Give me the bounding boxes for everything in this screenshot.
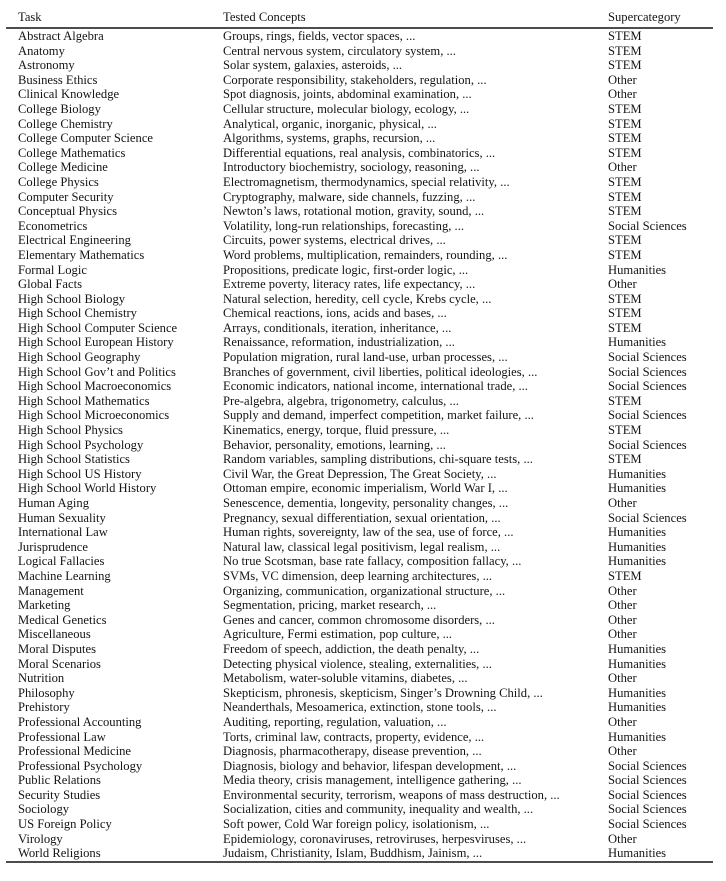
supercategory-cell: Humanities (608, 262, 667, 277)
task-cell: Anatomy (18, 43, 65, 58)
table-row (6, 788, 713, 803)
task-cell: Logical Fallacies (18, 554, 105, 569)
concepts-cell: Senescence, dementia, longevity, personality changes, ... (223, 496, 509, 510)
task-cell: Astronomy (18, 58, 75, 73)
task-cell: College Medicine (18, 160, 108, 175)
task-cell: Medical Genetics (18, 612, 107, 627)
supercategory-cell: STEM (608, 145, 642, 160)
table-row (6, 569, 713, 584)
concepts-cell: Media theory, crisis management, intelligence gathering, ... (223, 773, 522, 788)
table-row (6, 204, 713, 219)
supercategory-cell: STEM (608, 233, 642, 248)
supercategory-cell: Social Sciences (608, 787, 687, 802)
task-cell: Jurisprudence (18, 539, 88, 554)
supercategory-cell: Other (608, 744, 637, 759)
concepts-cell: No true Scotsman, base rate fallacy, composition fallacy, ... (223, 554, 522, 569)
concepts-cell: Volatility, long-run relationships, forecasting, ... (223, 218, 464, 233)
task-cell: Moral Disputes (18, 641, 97, 656)
supercategory-cell: Social Sciences (608, 408, 687, 423)
supercategory-cell: STEM (608, 568, 642, 583)
concepts-cell: Supply and demand, imperfect competition, market failure, ... (223, 408, 534, 423)
table-row (6, 335, 713, 350)
supercategory-cell: Humanities (608, 481, 667, 496)
supercategory-cell: Social Sciences (608, 817, 687, 832)
concepts-cell: Natural law, classical legal positivism, legal realism, ... (223, 539, 501, 554)
task-cell: Clinical Knowledge (18, 87, 120, 102)
task-cell: Conceptual Physics (18, 204, 117, 219)
table-row (6, 525, 713, 540)
task-cell: High School Chemistry (18, 306, 137, 321)
concepts-cell: Diagnosis, pharmacotherapy, disease prevention, ... (223, 744, 482, 759)
task-cell: Machine Learning (18, 568, 111, 583)
task-cell: High School Mathematics (18, 393, 150, 408)
task-cell: Philosophy (18, 685, 75, 700)
tasks-table (6, 8, 713, 863)
supercategory-cell: Other (608, 714, 637, 729)
supercategory-cell: Other (608, 87, 637, 102)
concepts-cell: Renaissance, reformation, industrialization, ... (223, 335, 455, 350)
concepts-cell: Pre-algebra, algebra, trigonometry, calculus, ... (223, 393, 459, 408)
task-cell: College Mathematics (18, 145, 126, 160)
concepts-cell: Differential equations, real analysis, combinatorics, ... (223, 145, 496, 160)
concepts-cell: Human rights, sovereignty, law of the sea, use of force, ... (223, 525, 514, 540)
table-row (6, 146, 713, 161)
task-cell: Elementary Mathematics (18, 247, 145, 262)
supercategory-cell: Humanities (608, 335, 667, 350)
concepts-cell: Population migration, rural land-use, urban processes, ... (223, 350, 508, 365)
concepts-cell: Cellular structure, molecular biology, ecology, ... (223, 101, 470, 116)
supercategory-cell: STEM (608, 29, 642, 43)
concepts-cell: Chemical reactions, ions, acids and bases, ... (223, 306, 447, 321)
table-row (6, 744, 713, 759)
task-cell: Computer Security (18, 189, 114, 204)
supercategory-cell: Social Sciences (608, 350, 687, 365)
task-cell: Formal Logic (18, 262, 87, 277)
task-cell: College Computer Science (18, 131, 153, 146)
table-row (6, 131, 713, 146)
supercategory-cell: Humanities (608, 700, 667, 715)
supercategory-cell: STEM (608, 423, 642, 438)
concepts-cell: Metabolism, water-soluble vitamins, diabetes, ... (223, 671, 468, 686)
supercategory-cell: STEM (608, 393, 642, 408)
concepts-cell: Propositions, predicate logic, first-order logic, ... (223, 262, 469, 277)
table-row (6, 730, 713, 745)
task-cell: Professional Law (18, 729, 106, 744)
supercategory-cell: Social Sciences (608, 364, 687, 379)
table-row (6, 263, 713, 278)
table-row (6, 292, 713, 307)
supercategory-cell: Humanities (608, 656, 667, 671)
table-row (6, 598, 713, 613)
task-cell: Professional Medicine (18, 744, 131, 759)
supercategory-cell: Social Sciences (608, 218, 687, 233)
table-row (6, 28, 713, 44)
concepts-cell: Torts, criminal law, contracts, property, evidence, ... (223, 729, 485, 744)
supercategory-cell: Humanities (608, 846, 667, 861)
concepts-cell: Socialization, cities and community, inequality and wealth, ... (223, 802, 534, 817)
task-cell: High School Microeconomics (18, 408, 170, 423)
table-row (6, 700, 713, 715)
table-row (6, 642, 713, 657)
table-row (6, 759, 713, 774)
supercategory-cell: STEM (608, 174, 642, 189)
supercategory-cell: STEM (608, 320, 642, 335)
concepts-cell: Judaism, Christianity, Islam, Buddhism, Jainism, ... (223, 846, 483, 861)
table-row (6, 73, 713, 88)
task-cell: High School Physics (18, 423, 123, 438)
supercategory-cell: Humanities (608, 729, 667, 744)
supercategory-cell: STEM (608, 306, 642, 321)
column-header-supercategory: Supercategory (608, 10, 681, 24)
concepts-cell: Pregnancy, sexual differentiation, sexual orientation, ... (223, 510, 501, 525)
table-row (6, 452, 713, 467)
concepts-cell: Kinematics, energy, torque, fluid pressure, ... (223, 423, 450, 438)
supercategory-cell: Humanities (608, 641, 667, 656)
concepts-cell: Civil War, the Great Depression, The Great Society, ... (223, 466, 497, 481)
supercategory-cell: Humanities (608, 525, 667, 540)
task-cell: Business Ethics (18, 72, 98, 87)
concepts-cell: Agriculture, Fermi estimation, pop culture, ... (223, 627, 453, 642)
table-row (6, 438, 713, 453)
concepts-cell: Diagnosis, biology and behavior, lifespan development, ... (223, 758, 517, 773)
task-cell: High School US History (18, 466, 142, 481)
concepts-cell: Environmental security, terrorism, weapons of mass destruction, ... (223, 787, 560, 802)
table-row (6, 802, 713, 817)
concepts-cell: Ottoman empire, economic imperialism, World War I, ... (223, 481, 508, 496)
table-row (6, 306, 713, 321)
concepts-cell: Behavior, personality, emotions, learning, ... (223, 437, 446, 452)
concepts-cell: Circuits, power systems, electrical drives, ... (223, 233, 446, 248)
supercategory-cell: STEM (608, 58, 642, 73)
table-header (6, 8, 713, 28)
table-body (6, 28, 713, 862)
task-cell: Public Relations (18, 773, 101, 788)
task-cell: Virology (18, 831, 63, 846)
header-row (6, 8, 713, 28)
task-cell: High School Geography (18, 350, 141, 365)
supercategory-cell: Social Sciences (608, 758, 687, 773)
table-row (6, 248, 713, 263)
concepts-cell: Organizing, communication, organizational structure, ... (223, 583, 506, 598)
concepts-cell: Analytical, organic, inorganic, physical, ... (223, 116, 437, 131)
supercategory-cell: STEM (608, 452, 642, 467)
table-row (6, 554, 713, 569)
table-row (6, 233, 713, 248)
concepts-cell: Segmentation, pricing, market research, ... (223, 598, 437, 613)
task-cell: Prehistory (18, 700, 70, 715)
task-cell: World Religions (18, 846, 101, 861)
task-cell: Marketing (18, 598, 71, 613)
concepts-cell: Word problems, multiplication, remainders, rounding, ... (223, 247, 508, 262)
table-row (6, 190, 713, 205)
supercategory-cell: Humanities (608, 466, 667, 481)
concepts-cell: Epidemiology, coronaviruses, retroviruses, herpesviruses, ... (223, 831, 527, 846)
table-row (6, 846, 713, 862)
supercategory-cell: Social Sciences (608, 437, 687, 452)
concepts-cell: Spot diagnosis, joints, abdominal examination, ... (223, 87, 472, 102)
task-cell: Abstract Algebra (18, 29, 104, 43)
table-row (6, 408, 713, 423)
supercategory-cell: Other (608, 496, 637, 510)
supercategory-cell: Other (608, 277, 637, 292)
task-cell: Sociology (18, 802, 70, 817)
column-header-concepts: Tested Concepts (223, 10, 306, 24)
supercategory-cell: Humanities (608, 554, 667, 569)
table-row (6, 613, 713, 628)
table-row (6, 715, 713, 730)
concepts-cell: Arrays, conditionals, iteration, inheritance, ... (223, 320, 452, 335)
concepts-cell: Cryptography, malware, side channels, fuzzing, ... (223, 189, 476, 204)
table-row (6, 540, 713, 555)
table-row (6, 817, 713, 832)
task-cell: Management (18, 583, 84, 598)
concepts-cell: Extreme poverty, literacy rates, life expectancy, ... (223, 277, 476, 292)
table-row (6, 321, 713, 336)
supercategory-cell: STEM (608, 291, 642, 306)
table-row (6, 671, 713, 686)
supercategory-cell: Humanities (608, 685, 667, 700)
task-cell: Professional Accounting (18, 714, 142, 729)
task-cell: International Law (18, 525, 108, 540)
task-cell: Professional Psychology (18, 758, 143, 773)
concepts-cell: Detecting physical violence, stealing, externalities, ... (223, 656, 492, 671)
concepts-cell: Natural selection, heredity, cell cycle, Krebs cycle, ... (223, 291, 492, 306)
table-row (6, 496, 713, 511)
task-cell: College Chemistry (18, 116, 113, 131)
task-cell: College Physics (18, 174, 99, 189)
concepts-cell: Soft power, Cold War foreign policy, isolationism, ... (223, 817, 490, 832)
table-row (6, 481, 713, 496)
task-cell: High School European History (18, 335, 174, 350)
supercategory-cell: Social Sciences (608, 802, 687, 817)
task-cell: Electrical Engineering (18, 233, 131, 248)
supercategory-cell: Other (608, 160, 637, 175)
table-row (6, 511, 713, 526)
table-row (6, 365, 713, 380)
table-row (6, 117, 713, 132)
concepts-cell: Central nervous system, circulatory system, ... (223, 43, 456, 58)
table-row (6, 379, 713, 394)
concepts-cell: Newton’s laws, rotational motion, gravity, sound, ... (223, 204, 485, 219)
supercategory-cell: Other (608, 627, 637, 642)
concepts-cell: Introductory biochemistry, sociology, reasoning, ... (223, 160, 480, 175)
table-row (6, 175, 713, 190)
supercategory-cell: Other (608, 598, 637, 613)
task-cell: High School Gov’t and Politics (18, 364, 176, 379)
concepts-cell: Algorithms, systems, graphs, recursion, ... (223, 131, 436, 146)
concepts-cell: Groups, rings, fields, vector spaces, ... (223, 29, 416, 43)
task-cell: High School Psychology (18, 437, 144, 452)
concepts-cell: Auditing, reporting, regulation, valuation, ... (223, 714, 447, 729)
task-cell: US Foreign Policy (18, 817, 112, 832)
concepts-cell: Neanderthals, Mesoamerica, extinction, stone tools, ... (223, 700, 497, 715)
table-row (6, 219, 713, 234)
table-row (6, 832, 713, 847)
supercategory-cell: STEM (608, 116, 642, 131)
task-cell: Miscellaneous (18, 627, 91, 642)
task-cell: Global Facts (18, 277, 83, 292)
supercategory-cell: STEM (608, 189, 642, 204)
table-row (6, 87, 713, 102)
supercategory-cell: STEM (608, 204, 642, 219)
concepts-cell: Random variables, sampling distributions, chi-square tests, ... (223, 452, 533, 467)
table-row (6, 467, 713, 482)
supercategory-cell: Other (608, 671, 637, 686)
supercategory-cell: Humanities (608, 539, 667, 554)
task-cell: High School World History (18, 481, 157, 496)
supercategory-cell: Social Sciences (608, 379, 687, 394)
task-cell: Human Sexuality (18, 510, 106, 525)
supercategory-cell: STEM (608, 131, 642, 146)
column-header-task: Task (18, 10, 42, 24)
concepts-cell: Economic indicators, national income, international trade, ... (223, 379, 528, 394)
table-row (6, 657, 713, 672)
table-row (6, 423, 713, 438)
concepts-cell: SVMs, VC dimension, deep learning architectures, ... (223, 568, 493, 583)
concepts-cell: Freedom of speech, addiction, the death penalty, ... (223, 641, 480, 656)
supercategory-cell: STEM (608, 43, 642, 58)
supercategory-cell: Other (608, 612, 637, 627)
supercategory-cell: Social Sciences (608, 773, 687, 788)
table-row (6, 350, 713, 365)
table-row (6, 160, 713, 175)
task-cell: High School Macroeconomics (18, 379, 172, 394)
concepts-cell: Solar system, galaxies, asteroids, ... (223, 58, 403, 73)
task-cell: Nutrition (18, 671, 65, 686)
supercategory-cell: Social Sciences (608, 510, 687, 525)
table-row (6, 686, 713, 701)
supercategory-cell: STEM (608, 101, 642, 116)
concepts-cell: Skepticism, phronesis, skepticism, Singer’s Drowning Child, ... (223, 685, 543, 700)
task-cell: Human Aging (18, 496, 90, 510)
task-cell: High School Statistics (18, 452, 130, 467)
concepts-cell: Branches of government, civil liberties, political ideologies, ... (223, 364, 538, 379)
concepts-cell: Corporate responsibility, stakeholders, regulation, ... (223, 72, 487, 87)
task-cell: Moral Scenarios (18, 656, 101, 671)
task-cell: Econometrics (18, 218, 88, 233)
task-cell: High School Computer Science (18, 320, 178, 335)
table-row (6, 584, 713, 599)
task-cell: Security Studies (18, 787, 101, 802)
table-row (6, 44, 713, 59)
table-row (6, 277, 713, 292)
supercategory-cell: STEM (608, 247, 642, 262)
table-row (6, 627, 713, 642)
table-row (6, 102, 713, 117)
supercategory-cell: Other (608, 583, 637, 598)
concepts-cell: Electromagnetism, thermodynamics, special relativity, ... (223, 174, 510, 189)
task-cell: High School Biology (18, 291, 126, 306)
concepts-cell: Genes and cancer, common chromosome disorders, ... (223, 612, 495, 627)
task-cell: College Biology (18, 101, 101, 116)
table-row (6, 773, 713, 788)
supercategory-cell: Other (608, 831, 637, 846)
supercategory-cell: Other (608, 72, 637, 87)
table-row (6, 58, 713, 73)
table-row (6, 394, 713, 409)
